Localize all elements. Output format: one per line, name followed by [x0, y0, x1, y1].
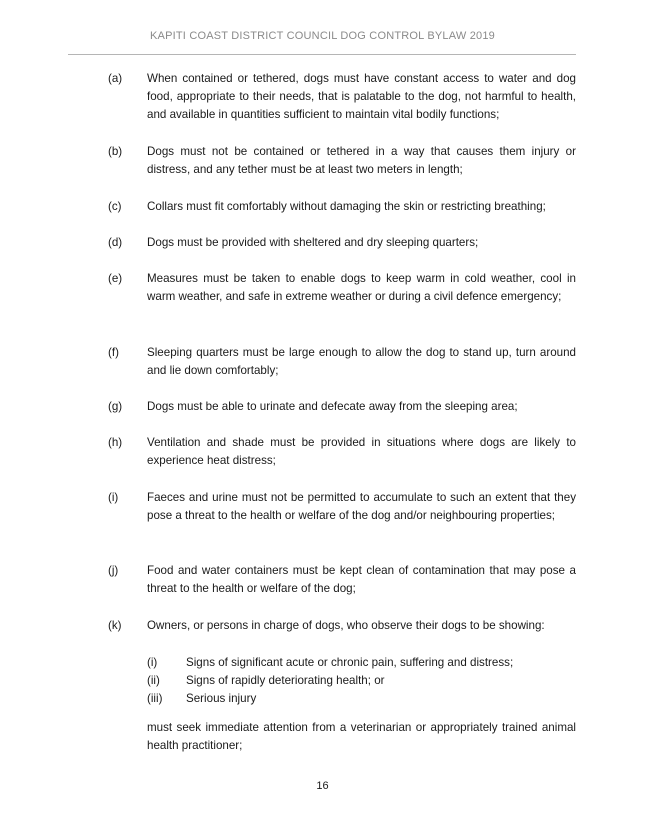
- clause-marker: (g): [108, 400, 123, 413]
- clause-text: Dogs must be able to urinate and defecate away from the sleeping area;: [147, 400, 518, 413]
- clause-marker: (h): [108, 436, 123, 449]
- subclause-marker: (ii): [147, 674, 160, 687]
- clause-text: Collars must fit comfortably without damaging the skin or restricting breathing;: [147, 200, 546, 213]
- page-number: 16: [316, 780, 329, 792]
- clause-marker: (b): [108, 145, 123, 158]
- subclause-marker: (iii): [147, 692, 163, 705]
- closing-paragraph: must seek immediate attention from a veterinarian or appropriately trained animal health practitioner;: [147, 721, 576, 752]
- clause-marker: (d): [108, 236, 123, 249]
- clause-text: Measures must be taken to enable dogs to keep warm in cold weather, cool in warm weather, and safe in extreme weather or during a civil defence emergency;: [147, 272, 576, 303]
- clause-text: Owners, or persons in charge of dogs, who observe their dogs to be showing:: [147, 619, 545, 632]
- clause-marker: (j): [108, 564, 119, 577]
- clause-marker: (a): [108, 72, 123, 85]
- clause-text: Sleeping quarters must be large enough to allow the dog to stand up, turn around and lie down comfortably;: [147, 346, 576, 377]
- subclause-text: Signs of significant acute or chronic pain, suffering and distress;: [186, 656, 514, 669]
- page-header: KAPITI COAST DISTRICT COUNCIL DOG CONTROL BYLAW 2019: [150, 30, 495, 42]
- clause-text: Ventilation and shade must be provided in situations where dogs are likely to experience heat distress;: [147, 436, 576, 467]
- header-divider: [68, 54, 576, 55]
- clause-marker: (f): [108, 346, 119, 359]
- clause-text: Faeces and urine must not be permitted to accumulate to such an extent that they pose a threat to the health or welfare of the dog and/or neighbouring properties;: [147, 491, 576, 522]
- clause-marker: (k): [108, 619, 122, 632]
- subclause-marker: (i): [147, 656, 158, 669]
- clause-marker: (c): [108, 200, 122, 213]
- clause-text: Dogs must be provided with sheltered and dry sleeping quarters;: [147, 236, 479, 249]
- clause-text: When contained or tethered, dogs must have constant access to water and dog food, appropriate to their needs, that is palatable to the dog, not harmful to health, and available in quantities sufficient to maintain vital bodily functions;: [147, 72, 576, 121]
- subclause-text: Serious injury: [186, 692, 257, 705]
- clause-marker: (i): [108, 491, 119, 504]
- clause-marker: (e): [108, 272, 123, 285]
- subclause-text: Signs of rapidly deteriorating health; or: [186, 674, 385, 687]
- clause-text: Food and water containers must be kept clean of contamination that may pose a threat to the health or welfare of the dog;: [147, 564, 576, 595]
- clause-text: Dogs must not be contained or tethered in a way that causes them injury or distress, and any tether must be at least two meters in length;: [147, 145, 576, 176]
